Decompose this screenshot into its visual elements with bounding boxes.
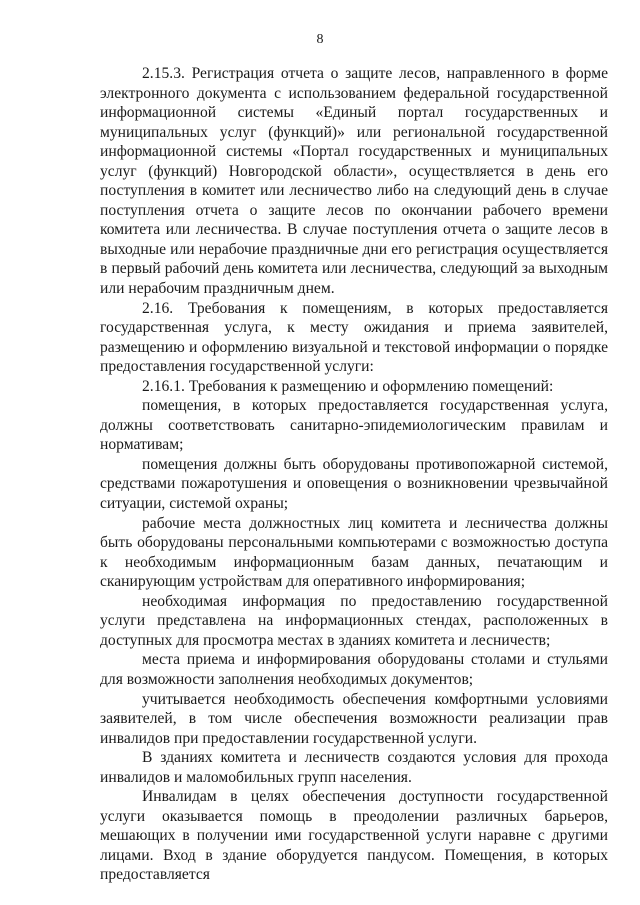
paragraph-2-15-3: 2.15.3. Регистрация отчета о защите лесов, направленного в форме электронного документа с использованием федеральной государственной информационной системы «Единый портал государственных и муниципальных услуг (функций)» или региональной государственной информационной системы «Портал государственных и муниципальных услуг (функций) Новгородской области», осуществляется в день его поступления в комитет или лесничество либо на следующий день в случае поступления отчета о защите лесов по окончании рабочего времени комитета или лесничества. В случае поступления отчета о защите лесов в выходные или нерабочие праздничные дни его регистрация осуществляется в первый рабочий день комитета или лесничества, следующий за выходным или нерабочим праздничным днем. [100,65,608,298]
paragraph-accessibility: В зданиях комитета и лесничеств создаются условия для прохода инвалидов и маломобильных групп населения. [100,749,608,786]
paragraph-2-16: 2.16. Требования к помещениям, в которых предоставляется государственная услуга, к месту ожидания и приема заявителей, размещению и оформлению визуальной и текстовой информации о порядке предоставления государственной услуги: [100,299,608,376]
paragraph-2-16-1: 2.16.1. Требования к размещению и оформлению помещений: [142,377,554,395]
paragraph-sanitary-requirements: помещения, в которых предоставляется государственная услуга, должны соответствовать санитарно-эпидемиологическим правилам и нормативам; [100,397,608,454]
document-body [100,64,608,885]
paragraph-workplaces: рабочие места должностных лиц комитета и лесничества должны быть оборудованы персональными компьютерами с возможностью доступа к необходимым информационным базам данных, печатающим и сканирующим устройствам для оперативного информирования; [100,514,608,591]
paragraph-reception-places: места приема и информирования оборудованы столами и стульями для возможности заполнения необходимых документов; [100,651,608,688]
paragraph-disabled-assistance: Инвалидам в целях обеспечения доступности государственной услуги оказывается помощь в преодолении различных барьеров, мешающих в получении ими государственной услуги наравне с другими лицами. Вход в здание оборудуется пандусом. Помещения, в которых предоставляется [100,788,608,884]
page-number: 8 [316,32,324,47]
paragraph-info-stands: необходимая информация по предоставлению государственной услуги представлена на информационных стендах, расположенных в доступных для просмотра местах в зданиях комитета и лесничеств; [100,592,608,649]
paragraph-fire-safety: помещения должны быть оборудованы противопожарной системой, средствами пожаротушения и оповещения о возникновении чрезвычайной ситуации, системой охраны; [100,455,608,513]
paragraph-comfort-conditions: учитывается необходимость обеспечения комфортными условиями заявителей, в том числе обеспечения возможности реализации прав инвалидов при предоставлении государственной услуги. [100,690,608,747]
